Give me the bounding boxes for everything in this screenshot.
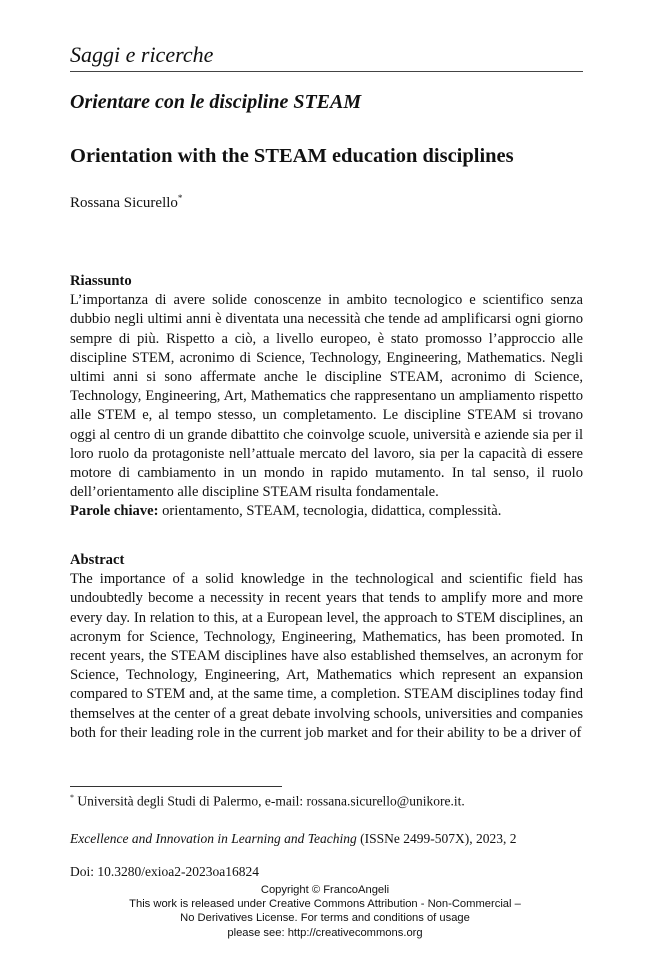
english-title: Orientation with the STEAM education disciplines <box>70 145 514 167</box>
copyright-line-2: This work is released under Creative Commons Attribution - Non-Commercial – <box>129 898 521 911</box>
journal-name: Excellence and Innovation in Learning and Teaching <box>70 831 357 846</box>
riassunto-body: L’importanza di avere solide conoscenze in ambito tecnologico e scientifico senza dubbio negli ultimi anni è diventata una necessità che tende ad amplificarsi ogni giorno sempre di più. Rispetto a ciò, a livello europeo, è stato promosso l’approccio alle discipline STEM, acronimo di Science, Technology, Engineering, Mathematics. Negli ultimi anni si sono affermate anche le discipline STEAM, acronimo di Science, Technology, Engineering, Art, Mathematics che rappresentano un ampliamento rispetto alle STEM e, al tempo stesso, un completamento. Le discipline STEAM si trovano oggi al centro di un grande dibattito che coinvolge scuole, università e aziende sia per il loro ruolo da protagoniste nell’attuale mercato del lavoro, sia per la capacità di essere motore di cambiamento in un mondo in rapido mutamento. In tal senso, il ruolo dell’orientamento alle discipline STEAM risulta fondamentale. <box>70 292 583 501</box>
copyright-line-1: Copyright © FrancoAngeli <box>260 884 390 896</box>
keywords-line <box>70 502 583 521</box>
journal-citation <box>70 831 516 847</box>
copyright-line-3: No Derivatives License. For terms and conditions of usage <box>180 912 470 925</box>
author-line <box>70 193 182 212</box>
doi-line[interactable]: Doi: 10.3280/exioa2-2023oa16824 <box>70 864 259 879</box>
abstract-heading: Abstract <box>70 552 125 568</box>
footnote-marker: * <box>70 793 74 802</box>
riassunto-section <box>70 272 583 522</box>
riassunto-heading: Riassunto <box>70 273 132 289</box>
author-footnote-marker[interactable]: * <box>177 193 183 203</box>
keywords-list: orientamento, STEAM, tecnologia, didattica, complessità. <box>158 503 502 520</box>
footnote-text: Università degli Studi di Palermo, e-mail: rossana.sicurello@unikore.it. <box>74 793 465 809</box>
section-label: Saggi e ricerche <box>70 42 214 67</box>
italian-title: Orientare con le discipline STEAM <box>70 91 362 113</box>
footnote-rule <box>70 786 282 787</box>
abstract-body: The importance of a solid knowledge in the technological and scientific field has undoubtedly become a necessity in recent years that tends to amplify more and more every day. In relation to this, at a European level, the approach to STEM disciplines, an acronym for Science, Technology, Engineering, Mathematics, has been promoted. In recent years, the STEAM disciplines have also established themselves, an acronym for Science, Technology, Engineering, Art, Mathematics which represent an expansion compared to STEM and, at the same time, a completion. STEAM disciplines today find themselves at the center of a great debate involving schools, universities and companies both for their leading role in the current job market and for their ability to be a driver of <box>70 571 583 741</box>
section-rule <box>70 71 583 72</box>
abstract-section <box>70 551 583 743</box>
journal-issue: (ISSNe 2499-507X), 2023, 2 <box>356 831 517 846</box>
author-name: Rossana Sicurello <box>70 195 178 211</box>
affiliation-footnote <box>70 793 465 810</box>
keywords-label: Parole chiave: <box>70 503 159 520</box>
copyright-notice <box>0 883 650 940</box>
copyright-line-4[interactable]: please see: http://creativecommons.org <box>227 926 423 939</box>
